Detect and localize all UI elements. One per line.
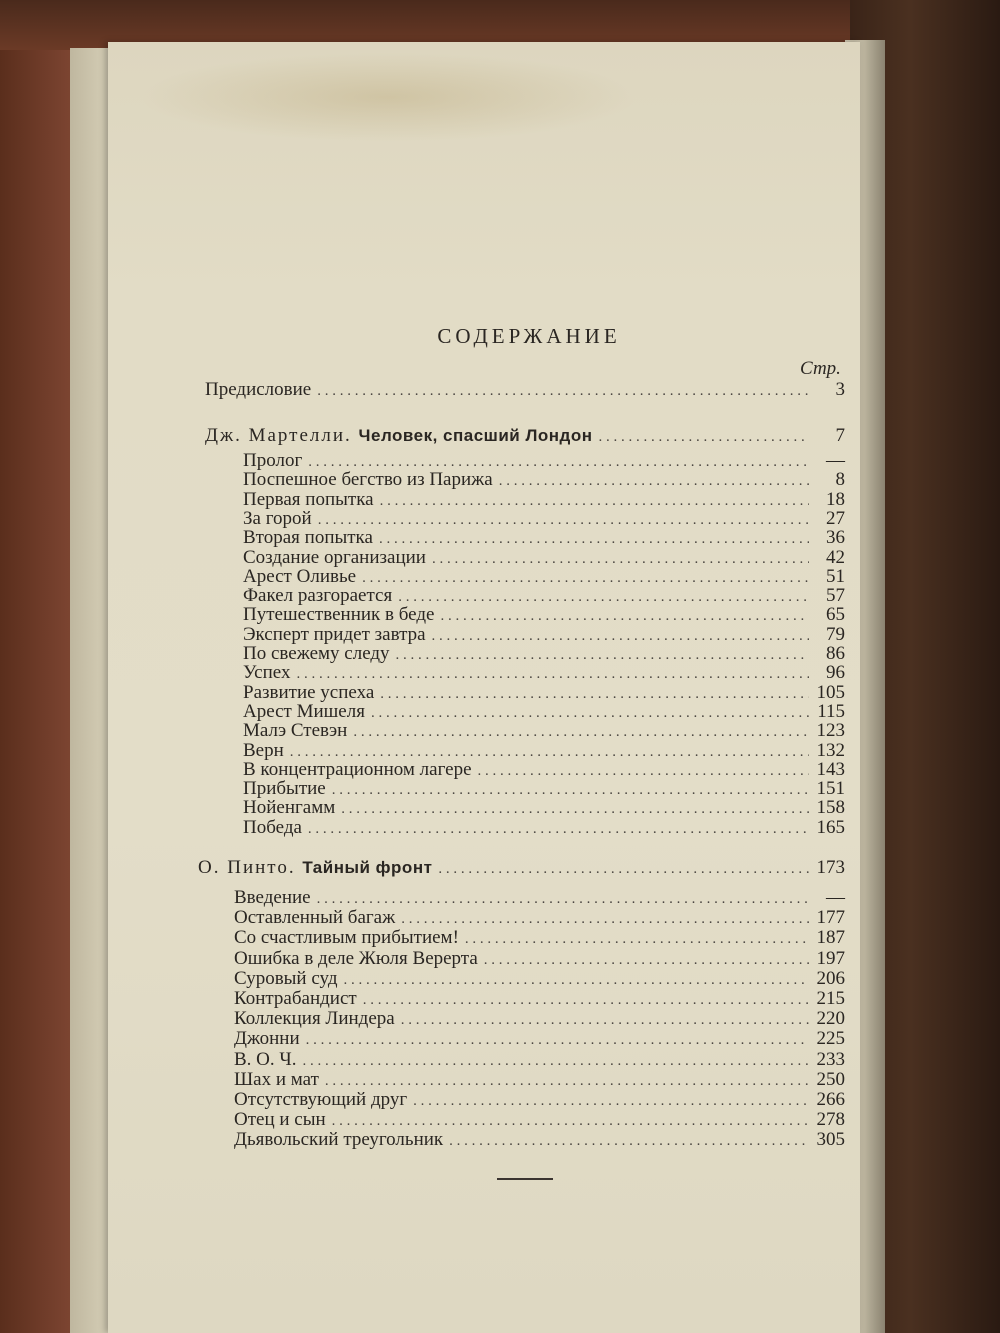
section-author: Дж. Мартелли. <box>205 425 359 446</box>
entry-title: Контрабандист <box>234 988 357 1009</box>
page-number: 96 <box>826 662 845 684</box>
entry-title: Введение <box>234 887 311 908</box>
toc-chapter-entry <box>234 1070 845 1091</box>
entry-title: Отец и сын <box>234 1109 326 1131</box>
page-number: 105 <box>816 681 845 703</box>
dot-leader <box>332 1111 809 1131</box>
section-title <box>198 858 432 878</box>
entry-title: Нойенгамм <box>243 797 336 819</box>
page-number: 7 <box>835 425 845 446</box>
toc-chapter-entry <box>234 1130 845 1151</box>
page-number: 36 <box>826 527 845 549</box>
dot-leader <box>398 587 809 607</box>
entry-title: Малэ Стевэн <box>243 720 348 742</box>
toc-heading: СОДЕРЖАНИЕ <box>437 324 621 348</box>
page-number: 151 <box>816 778 845 800</box>
section-work-title: Человек, спасший Лондон <box>358 426 593 445</box>
page-number: 79 <box>826 623 845 645</box>
page-number: 42 <box>826 546 845 568</box>
entry-title: Шах и мат <box>234 1068 319 1090</box>
page-number: 27 <box>826 507 845 529</box>
entry-title: В концентрационном лагере <box>243 758 472 780</box>
dot-leader <box>484 950 809 970</box>
toc-chapter-entry <box>243 818 845 839</box>
dot-leader <box>318 510 809 530</box>
page-number: 86 <box>826 643 845 664</box>
dot-leader <box>317 381 809 401</box>
page-number: — <box>826 450 845 471</box>
entry-title: Поспешное бегство из Парижа <box>243 469 493 491</box>
dot-leader <box>438 859 809 879</box>
toc-chapter-entry <box>234 1009 845 1030</box>
entry-title: Арест Мишеля <box>243 700 365 722</box>
page-column-label: Стр. <box>800 358 841 379</box>
entry-title: Дьявольский треугольник <box>234 1129 444 1151</box>
entry-title: Успех <box>243 662 291 684</box>
dot-leader <box>432 626 809 646</box>
entry-title: Первая попытка <box>243 488 374 510</box>
toc-chapter-entry <box>234 1029 845 1050</box>
page-number: 3 <box>835 379 845 400</box>
dot-leader <box>401 1010 809 1030</box>
dot-leader <box>353 722 809 742</box>
page-number: 158 <box>816 797 845 819</box>
dot-leader <box>465 929 809 949</box>
toc-chapter-entry <box>243 721 845 742</box>
page-number: 132 <box>816 739 845 761</box>
page-number: 233 <box>816 1048 845 1070</box>
toc-chapter-entry <box>243 644 845 665</box>
page-number: 305 <box>816 1129 845 1151</box>
page-number: 51 <box>826 565 845 587</box>
dot-leader <box>380 491 809 511</box>
toc-chapter-entry <box>234 989 845 1010</box>
entry-title: Пролог <box>243 450 303 471</box>
page-number: 65 <box>826 604 845 626</box>
toc-chapter-entry <box>234 1050 845 1071</box>
dot-leader <box>341 799 809 819</box>
end-divider <box>497 1178 553 1180</box>
page-number: 250 <box>816 1068 845 1090</box>
toc-section-heading <box>205 426 845 447</box>
section-author: О. Пинто. <box>198 857 303 878</box>
dot-leader <box>449 1131 809 1151</box>
entry-title: Со счастливым прибытием! <box>234 927 459 949</box>
page-number: 266 <box>816 1089 845 1110</box>
entry-title: Ошибка в деле Жюля Верерта <box>234 947 478 969</box>
page-number: 187 <box>816 927 845 949</box>
page-number: 215 <box>816 988 845 1009</box>
dot-leader <box>478 761 809 781</box>
entry-title: Создание организации <box>243 546 426 568</box>
entry-title: За горой <box>243 507 312 529</box>
entry-title: Вторая попытка <box>243 527 373 549</box>
toc-chapter-entry <box>234 949 845 970</box>
entry-title: Эксперт придет завтра <box>243 623 426 645</box>
dot-leader <box>325 1071 809 1091</box>
page-number: 143 <box>816 758 845 780</box>
entry-title: Прибытие <box>243 778 326 800</box>
dot-leader <box>362 568 809 588</box>
page-number: 57 <box>826 585 845 607</box>
page-number: 278 <box>816 1109 845 1131</box>
toc-chapter-entry <box>234 928 845 949</box>
page-number: 165 <box>816 816 845 838</box>
page-number: 173 <box>816 857 845 878</box>
page-number: 206 <box>816 967 845 989</box>
toc-chapter-entry <box>234 1090 845 1111</box>
page-number: 177 <box>816 907 845 929</box>
dot-leader <box>344 970 809 990</box>
entry-title: Коллекция Линдера <box>234 1008 395 1030</box>
section-title <box>205 426 593 446</box>
entry-title: Факел разгорается <box>243 585 393 607</box>
dot-leader <box>308 819 809 839</box>
toc-chapter-entry <box>243 490 845 511</box>
entry-title: Арест Оливье <box>243 565 357 587</box>
dot-leader <box>396 645 809 665</box>
page-number: 197 <box>816 947 845 969</box>
page-stack-edge <box>70 48 110 1333</box>
dot-leader <box>440 606 809 626</box>
page-number: 123 <box>816 720 845 742</box>
dot-leader <box>371 703 809 723</box>
entry-title: Верн <box>243 739 284 761</box>
toc-chapter-entry <box>243 760 845 781</box>
entry-title: Оставленный багаж <box>234 907 396 929</box>
dot-leader <box>303 1051 810 1071</box>
page-number: 225 <box>816 1028 845 1050</box>
dot-leader <box>599 427 810 447</box>
page-number: — <box>826 887 845 908</box>
entry-title: По свежему следу <box>243 643 390 664</box>
entry-title: Путешественник в беде <box>243 604 435 626</box>
dot-leader <box>332 780 809 800</box>
dot-leader <box>432 549 809 569</box>
dot-leader <box>306 1030 809 1050</box>
page-number: 18 <box>826 488 845 510</box>
dot-leader <box>401 909 809 929</box>
dot-leader <box>317 889 809 909</box>
toc-entry-preface <box>205 380 845 401</box>
toc-chapter-entry <box>234 908 845 929</box>
entry-title: Суровый суд <box>234 967 338 989</box>
section-work-title: Тайный фронт <box>302 858 433 877</box>
dot-leader <box>379 529 809 549</box>
entry-title: Джонни <box>234 1028 300 1050</box>
dot-leader <box>380 684 809 704</box>
toc-section-heading <box>198 858 845 879</box>
entry-title: Развитие успеха <box>243 681 375 703</box>
entry-title: В. О. Ч. <box>234 1048 297 1070</box>
page-number: 115 <box>817 700 845 722</box>
toc-chapter-entry <box>234 1110 845 1131</box>
dot-leader <box>363 990 809 1010</box>
dot-leader <box>413 1091 809 1111</box>
toc-chapter-entry <box>234 969 845 990</box>
entry-title: Отсутствующий друг <box>234 1089 408 1110</box>
page-number: 8 <box>835 469 845 491</box>
page-number: 220 <box>816 1008 845 1030</box>
toc-chapter-entry <box>234 888 845 909</box>
dot-leader <box>499 471 809 491</box>
toc-chapter-entry <box>243 798 845 819</box>
entry-title: Предисловие <box>205 379 312 400</box>
entry-title: Победа <box>243 816 302 838</box>
